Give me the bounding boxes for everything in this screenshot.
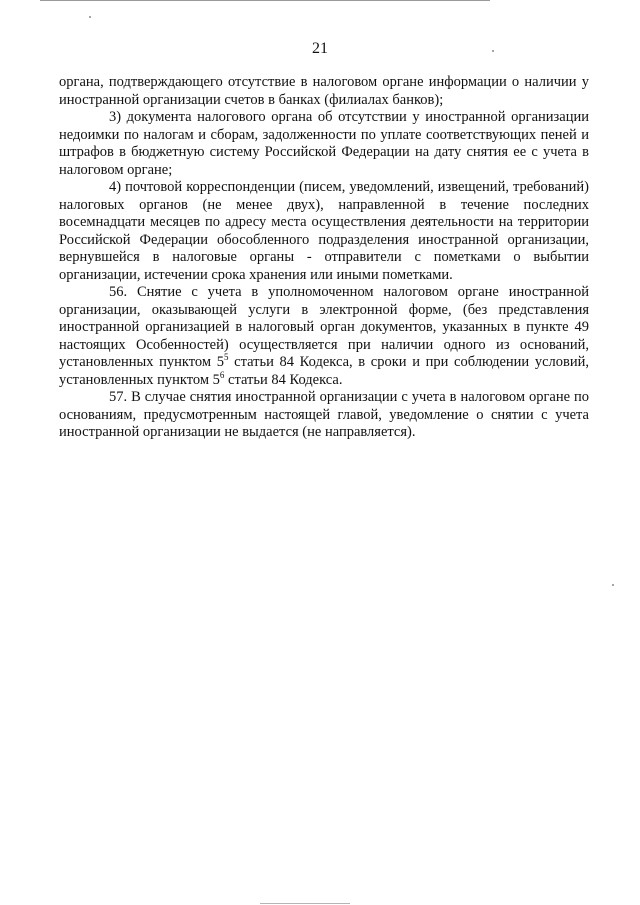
scan-edge-bottom <box>260 903 350 904</box>
list-item-3: 3) документа налогового органа об отсутствии у иностранной организации недоимки по налогам и сборам, задолженности по уплате соответствующих пеней и штрафов в бюджетную систему Российской Федерации на дату снятия ее с учета в налоговом органе; <box>59 109 589 178</box>
scan-speck <box>612 584 614 586</box>
list-item-4: 4) почтовой корреспонденции (писем, уведомлений, извещений, требований) налоговых органов (не менее двух), направленной в течение последних восемнадцати месяцев по адресу места осуществления деятельности на территории Российской Федерации обособленного подразделения иностранной организации, вернувшейся в налоговые органы - отправители с пометками о выбытии организации, истечении срока хранения или иными пометками. <box>59 179 589 283</box>
paragraph-56-part3: статьи 84 Кодекса. <box>224 371 343 388</box>
paragraph-56-part2: статьи 84 Кодекса, в сроки и при соблюдении условий, установленных пунктом 5 <box>59 354 590 388</box>
paragraph-continuation: органа, подтверждающего отсутствие в налоговом органе информации о наличии у иностранной организации счетов в банках (филиалах банков); <box>59 74 589 108</box>
superscript-5: 5 <box>223 352 229 362</box>
scan-speck <box>89 16 91 18</box>
paragraph-56 <box>59 284 589 389</box>
document-body <box>59 74 589 442</box>
paragraph-57: 57. В случае снятия иностранной организации с учета в налоговом органе по основаниям, предусмотренным настоящей главой, уведомление о снятии с учета иностранной организации не выдается (не направляется). <box>59 389 589 440</box>
scan-edge-top <box>40 0 490 1</box>
page-number: 21 <box>312 40 328 57</box>
superscript-6: 6 <box>219 369 225 380</box>
paragraph-56-part1: 56. Снятие с учета в уполномоченном налоговом органе иностранной организации, оказывающей услуги в электронной форме, (без представления иностранной организацией в налоговый орган документов, указанных в пункте 49 настоящих Особенностей) осуществляется при наличии одного из оснований, установленных пунктом 5 <box>59 284 589 370</box>
